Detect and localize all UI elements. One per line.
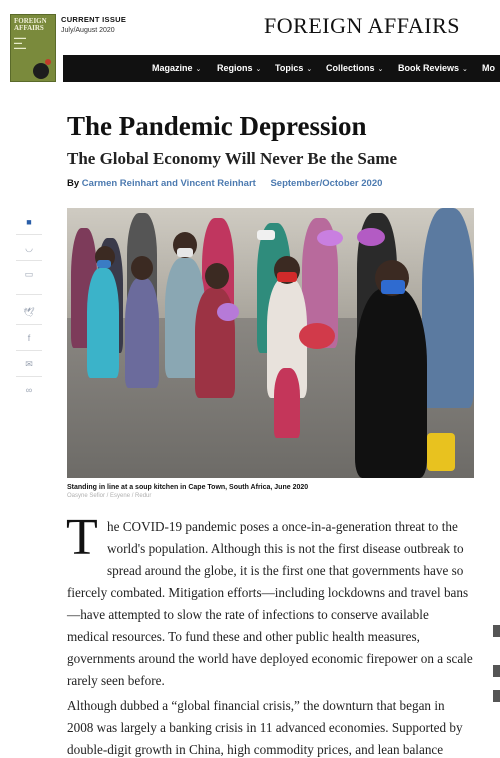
chevron-down-icon: ⌄ [377,66,384,73]
cover-subtitle-graphic: ▬▬▬ ▬▬ ▬▬▬ [14,35,26,50]
photo-figure [422,208,474,408]
photo-figure [125,278,159,388]
photo-caption: Standing in line at a soup kitchen in Cape Town, South Africa, June 2020 [67,484,309,491]
twitter-icon[interactable]: 🕊 [23,307,35,317]
photo-head [205,263,229,289]
nav-item-topics[interactable]: Topics ⌄ [275,63,313,73]
bookmark-icon[interactable]: ■ [26,217,32,227]
offscreen-sidebar-fragment [493,690,500,702]
nav-item-book-reviews[interactable]: Book Reviews ⌄ [398,63,468,73]
issue-date-link[interactable]: September/October 2020 [270,178,383,189]
main-nav [63,55,500,82]
article-title: The Pandemic Depression [67,111,367,141]
paragraph-line: 2008 was largely a banking crisis in 11 advanced economies. Supported by [67,720,463,735]
author-links[interactable]: Carmen Reinhart and Vincent Reinhart [81,178,256,189]
nav-item-collections[interactable]: Collections ⌄ [326,63,384,73]
offscreen-sidebar-fragment [493,625,500,637]
paragraph-line: medical resources. To fund these and other public health measures, [67,629,420,644]
current-issue-label[interactable]: CURRENT ISSUE [61,15,127,24]
print-icon[interactable]: ▭ [24,269,34,279]
pocket-icon[interactable]: ◡ [25,243,33,253]
photo-mask [97,260,111,268]
nav-item-more[interactable]: Mo [482,63,495,73]
photo-mask [257,230,275,240]
photo-figure [274,368,300,438]
photo-mask [381,280,405,294]
chevron-down-icon: ⌄ [306,66,313,73]
email-icon[interactable]: ✉ [25,359,33,369]
cover-illustration [33,63,49,79]
offscreen-sidebar-fragment [493,665,500,677]
photo-bowl [217,303,239,321]
rail-divider [16,376,42,377]
photo-bowl [357,228,385,246]
paragraph-line: —have attempted to slow the rate of infections to conserve available [67,607,429,622]
current-issue-cover[interactable] [10,14,56,82]
nav-item-regions[interactable]: Regions ⌄ [217,63,262,73]
rail-divider [16,260,42,261]
paragraph-line: world's population. Although this is not the first disease outbreak to [107,541,464,556]
paragraph-line: Although dubbed a “global financial crisis,” the downturn that began in [67,698,445,713]
photo-head [131,256,153,280]
photo-figure [87,268,119,378]
paragraph-line: double-digit growth in China, high commodity prices, and lean balance [67,742,444,757]
paragraph-line: fiercely combated. Mitigation efforts—including lockdowns and travel bans [67,585,469,600]
paragraph-line: governments around the world have deployed economic firepower on a scale [67,651,473,666]
link-icon[interactable]: ∞ [25,385,33,395]
photo-mask [177,248,193,257]
nav-item-magazine[interactable]: Magazine ⌄ [152,63,202,73]
photo-yellow-container [427,433,455,471]
rail-divider [16,324,42,325]
chevron-down-icon: ⌄ [462,66,468,73]
paragraph-line: spread around the globe, it is the first one that governments have so [107,563,464,578]
byline-prefix: By [67,178,80,189]
chevron-down-icon: ⌄ [255,66,262,73]
article-subtitle: The Global Economy Will Never Be the Same [67,149,398,168]
photo-bowl [317,230,343,246]
facebook-icon[interactable]: f [27,333,31,343]
article-hero-photo [67,208,474,478]
chevron-down-icon: ⌄ [195,66,202,73]
paragraph-line: he COVID-19 pandemic poses a once-in-a-generation threat to the [107,519,458,534]
photo-bowl [299,323,335,349]
cover-illustration-accent [45,59,51,65]
photo-mask [277,272,297,282]
drop-cap: T [66,509,98,566]
cover-title: FOREIGN AFFAIRS [14,17,47,32]
rail-divider [16,350,42,351]
current-issue-date: July/August 2020 [61,27,115,34]
photo-figure [355,288,427,478]
site-logo[interactable]: FOREIGN AFFAIRS [264,13,460,38]
photo-credit: Oasyne Sefior / Esyene / Redur [67,493,152,499]
byline [67,178,382,189]
rail-divider [16,234,42,235]
paragraph-line: rarely seen before. [67,673,165,688]
rail-divider [16,294,42,295]
